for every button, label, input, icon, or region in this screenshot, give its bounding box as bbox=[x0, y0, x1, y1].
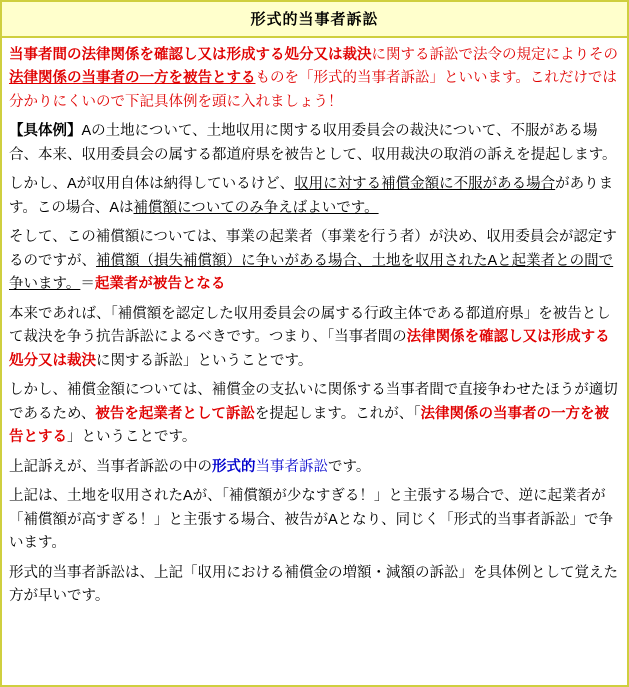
paragraph-p2 bbox=[9, 120, 620, 167]
text-run: ものを「形式的当事者訴訟」といいます。これだけでは分かりにくいので下記具体例を頭に入れましょう！ bbox=[9, 70, 617, 110]
text-run: 起業者が被告となる bbox=[94, 276, 226, 293]
paragraph-p7 bbox=[9, 456, 620, 479]
text-run: Aの土地について、土地収用に関する収用委員会の裁決について、不服がある場合、本来、収用委員会の属する都道府県を被告として、収用裁決の取消の訴えを提起します。 bbox=[9, 123, 617, 163]
text-run: を提起します。これが、「 bbox=[254, 405, 421, 422]
text-run: です。 bbox=[328, 458, 371, 475]
text-run: 形式的当事者訴訟は、上記「収用における補償金の増額・減額の訴訟」を具体例として覚えた方が早いです。 bbox=[9, 564, 618, 605]
text-run: 補償額（損失補償額）に争いがある場合、土地を収用されたAと起業者との間で争います。 bbox=[9, 252, 614, 293]
paragraph-p3 bbox=[9, 173, 620, 220]
text-run: 形式的 bbox=[212, 458, 256, 475]
text-run: 収用に対する補償金額に不服がある場合 bbox=[294, 176, 556, 193]
paragraph-p4 bbox=[9, 226, 620, 296]
paragraph-p1 bbox=[9, 44, 620, 114]
text-run: 法律関係を確認し又は形成する処分又は裁決 bbox=[9, 329, 610, 369]
paragraph-p9 bbox=[9, 562, 620, 609]
document-body bbox=[2, 38, 627, 613]
text-run: しかし、Aが収用自体は納得しているけど、 bbox=[9, 176, 295, 193]
paragraph-p5 bbox=[9, 303, 620, 373]
text-run: に関する訴訟で法令の規定によりその bbox=[371, 47, 618, 63]
text-run: に関する訴訟」ということです。 bbox=[96, 352, 313, 369]
text-run: 本来であれば、「補償額を認定した収用委員会の属する行政主体である都道府県」を被告として裁決を争う抗告訴訟によるべきです。つまり、「当事者間の bbox=[9, 305, 611, 346]
text-run: ＝ bbox=[80, 276, 95, 293]
text-run: しかし、補償金額については、補償金の支払いに関係する当事者間で直接争わせたほうが適切であるため、 bbox=[9, 382, 618, 422]
text-run: 被告を起業者として訴訟 bbox=[95, 405, 255, 422]
text-run: 【具体例】 bbox=[9, 123, 82, 140]
paragraph-p6 bbox=[9, 379, 620, 449]
text-run: 当事者間の法律関係を確認し又は形成する処分又は裁決 bbox=[9, 47, 372, 63]
text-run: 上記訴えが、当事者訴訟の中の bbox=[9, 458, 212, 475]
text-run: があります。この場合、Aは bbox=[9, 176, 614, 216]
text-run: 法律関係の当事者の一方を被告とする bbox=[9, 70, 256, 87]
text-run: 補償額についてのみ争えばよいです。 bbox=[133, 199, 379, 216]
paragraph-p8 bbox=[9, 485, 620, 555]
text-run: 当事者訴訟 bbox=[255, 458, 328, 475]
text-run: 上記は、土地を収用されたAが、「補償額が少なすぎる！」と主張する場合で、逆に起業者が「補償額が高すぎる！」と主張する場合、被告がAとなり、同じく「形式的当事者訴訟」で争います。 bbox=[9, 488, 614, 552]
text-run: 法律関係の当事者の一方を被告とする bbox=[9, 405, 610, 446]
text-run: そして、この補償額については、事業の起業者（事業を行う者）が決め、収用委員会が認定するのですが、 bbox=[9, 229, 617, 269]
text-run: 」ということです。 bbox=[67, 429, 197, 446]
page-title: 形式的当事者訴訟 bbox=[2, 2, 627, 38]
